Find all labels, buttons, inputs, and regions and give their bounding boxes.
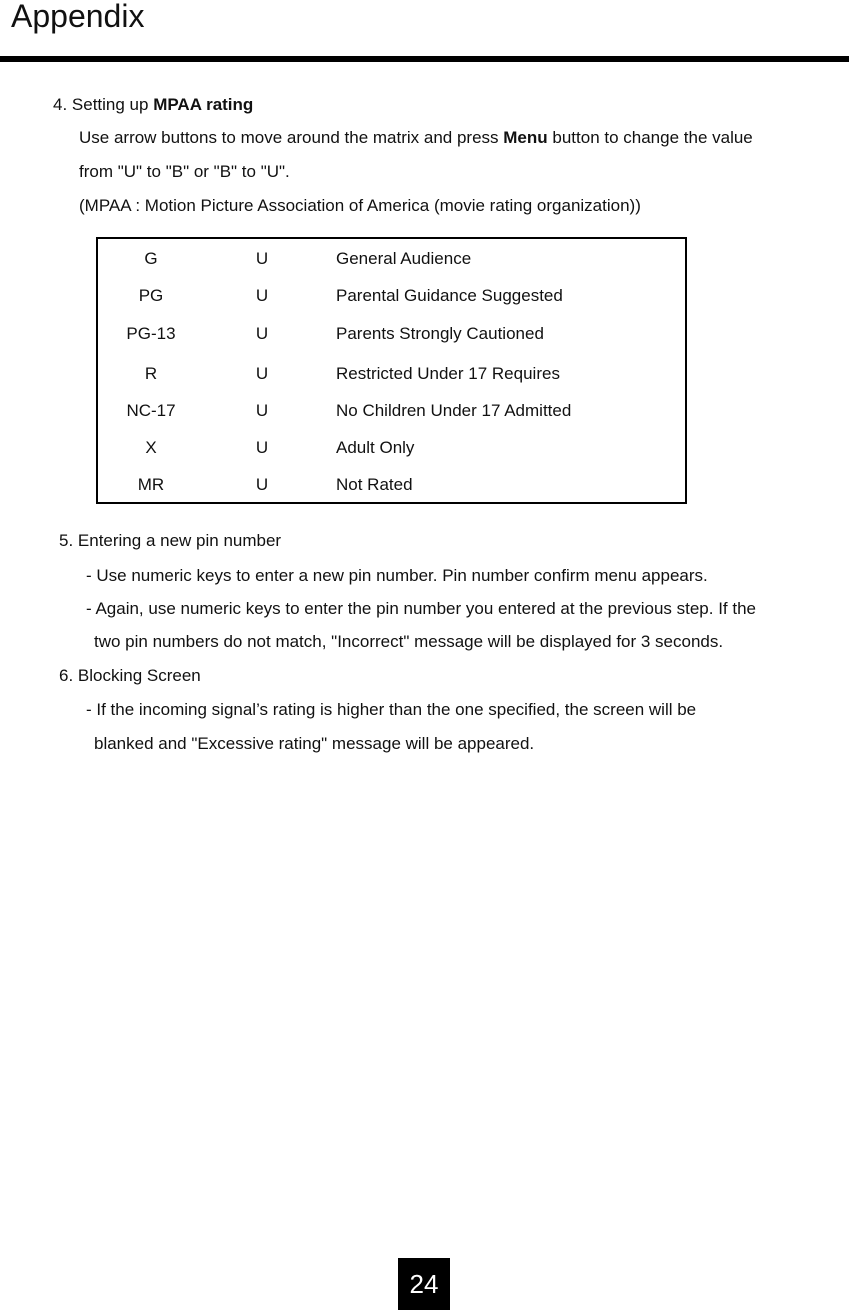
section-4-line-3: (MPAA : Motion Picture Association of America (movie rating organization)) <box>79 196 641 215</box>
section-5-heading: 5. Entering a new pin number <box>59 531 282 550</box>
rating-description: Adult Only <box>336 438 415 457</box>
rating-code: MR <box>137 475 165 494</box>
rating-description: Not Rated <box>336 475 413 494</box>
menu-button-label: Menu <box>503 128 548 147</box>
rating-row[interactable] <box>98 363 685 385</box>
section-4-heading-prefix: 4. Setting up <box>53 95 154 114</box>
rating-row[interactable] <box>98 285 685 307</box>
rating-value[interactable]: U <box>255 475 269 494</box>
section-6-heading: 6. Blocking Screen <box>59 666 201 685</box>
rating-value[interactable]: U <box>255 324 269 343</box>
rating-row[interactable] <box>98 474 685 496</box>
section-6-bullet-1-line-2: blanked and "Excessive rating" message will be appeared. <box>94 734 535 753</box>
rating-value[interactable]: U <box>255 286 269 305</box>
section-5-bullet-2-line-2: two pin numbers do not match, "Incorrect" message will be displayed for 3 seconds. <box>94 632 724 651</box>
rating-description: No Children Under 17 Admitted <box>336 401 572 420</box>
title-divider <box>0 56 849 62</box>
rating-row[interactable] <box>98 437 685 459</box>
rating-description: Parental Guidance Suggested <box>336 286 563 305</box>
rating-description: General Audience <box>336 249 472 268</box>
section-5-bullet-1: - Use numeric keys to enter a new pin number. Pin number confirm menu appears. <box>86 566 708 585</box>
rating-description: Parents Strongly Cautioned <box>336 324 544 343</box>
rating-value[interactable]: U <box>255 438 269 457</box>
rating-code: G <box>144 249 158 268</box>
rating-row[interactable] <box>98 248 685 270</box>
rating-value[interactable]: U <box>255 249 269 268</box>
section-4-line-1 <box>79 127 753 149</box>
rating-description: Restricted Under 17 Requires <box>336 364 560 383</box>
section-4-line-1-prefix: Use arrow buttons to move around the matrix and press <box>79 128 504 147</box>
section-4-heading-bold: MPAA rating <box>153 95 254 114</box>
section-4-heading <box>53 94 253 116</box>
rating-code: R <box>144 364 158 383</box>
rating-code: X <box>145 438 157 457</box>
section-4-line-2: from "U" to "B" or "B" to "U". <box>79 162 290 181</box>
rating-code: PG-13 <box>126 324 176 343</box>
rating-code: NC-17 <box>126 401 176 420</box>
rating-value[interactable]: U <box>255 401 269 420</box>
rating-row[interactable] <box>98 400 685 422</box>
rating-value[interactable]: U <box>255 364 269 383</box>
section-4-line-1-suffix: button to change the value <box>547 128 753 147</box>
section-5-bullet-2-line-1: - Again, use numeric keys to enter the pin number you entered at the previous step. If the <box>86 599 756 618</box>
section-6-bullet-1-line-1: - If the incoming signal’s rating is higher than the one specified, the screen will be <box>86 700 697 719</box>
rating-row[interactable] <box>98 323 685 345</box>
rating-code: PG <box>138 286 164 305</box>
page-number: 24 <box>398 1258 450 1310</box>
page-title: Appendix <box>11 0 145 34</box>
mpaa-rating-table <box>96 237 687 504</box>
